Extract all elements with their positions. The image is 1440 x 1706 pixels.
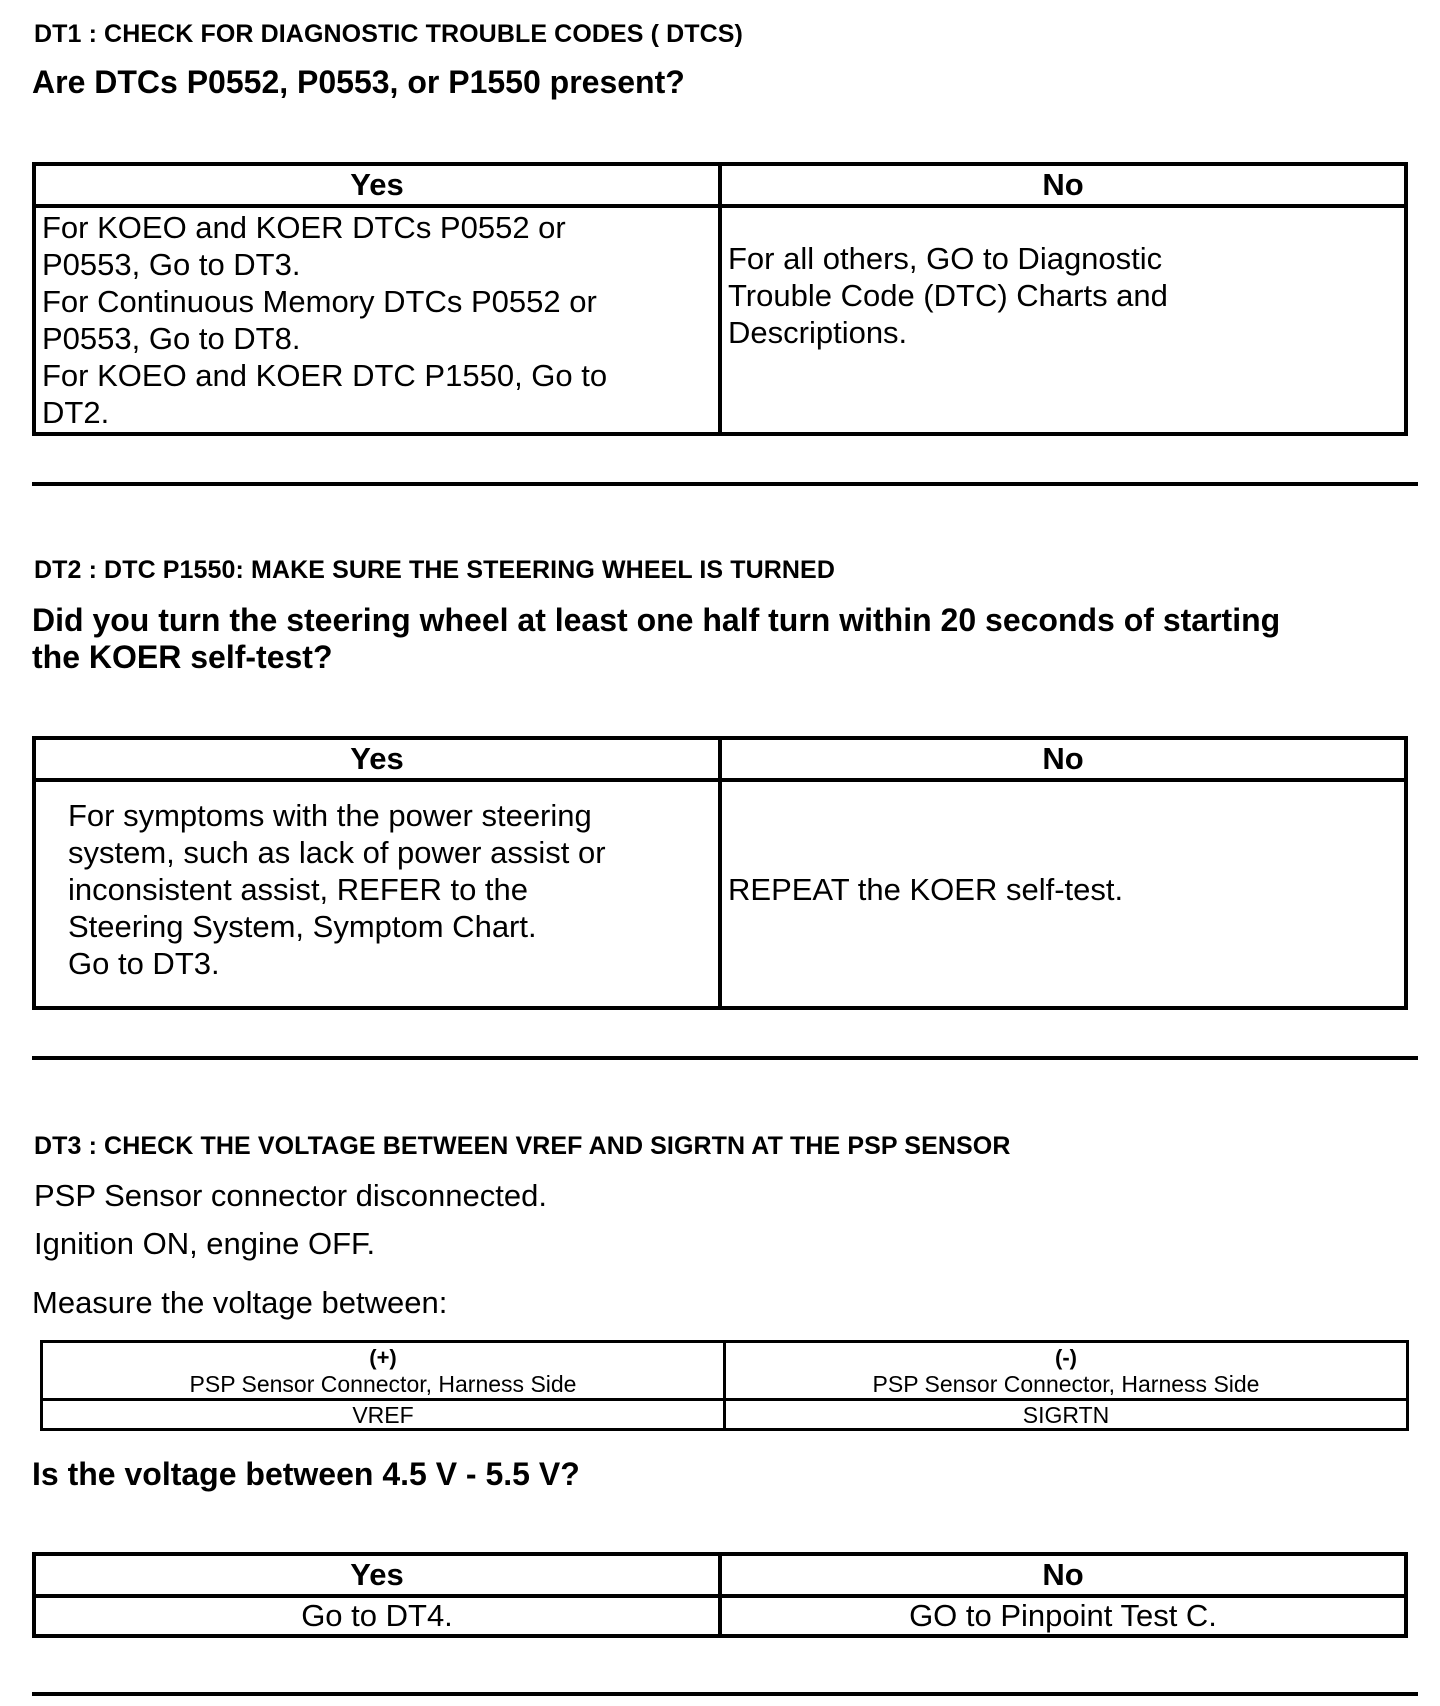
dt1-no-cell	[720, 206, 1406, 434]
dt1-question: Are DTCs P0552, P0553, or P1550 present?	[32, 64, 685, 100]
dt2-yes-line: inconsistent assist, REFER to the	[68, 871, 529, 907]
dt1-yes-cell	[34, 206, 720, 434]
dt2-no-cell: REPEAT the KOER self-test.	[720, 780, 1406, 1008]
dt3-no-cell: GO to Pinpoint Test C.	[720, 1596, 1406, 1636]
section-divider	[32, 482, 1418, 486]
meas-positive-sign: (+)	[369, 1344, 397, 1370]
dt1-yes-line: DT2.	[42, 395, 110, 430]
meas-negative-value: SIGRTN	[725, 1400, 1408, 1430]
meas-positive-value: VREF	[42, 1400, 725, 1430]
dt1-no-line: Trouble Code (DTC) Charts and	[728, 277, 1168, 313]
dt3-title: DT3 : CHECK THE VOLTAGE BETWEEN VREF AND SIGRTN AT THE PSP SENSOR	[34, 1132, 1011, 1160]
dt2-yes-line: system, such as lack of power assist or	[68, 834, 606, 870]
meas-positive-header	[42, 1342, 725, 1400]
meas-negative-sign: (-)	[1055, 1344, 1077, 1370]
dt2-no-header: No	[720, 738, 1406, 780]
dt1-yes-line: For Continuous Memory DTCs P0552 or	[42, 284, 597, 319]
dt3-instruction-connector: PSP Sensor connector disconnected.	[34, 1178, 547, 1213]
dt3-result-table	[32, 1552, 1408, 1638]
dt1-yes-header: Yes	[34, 164, 720, 206]
dt2-yes-line: Go to DT3.	[68, 945, 220, 981]
dt1-no-line: Descriptions.	[728, 314, 908, 350]
section-divider	[32, 1692, 1418, 1696]
dt2-yes-cell	[34, 780, 720, 1008]
dt1-no-header: No	[720, 164, 1406, 206]
dt3-question: Is the voltage between 4.5 V - 5.5 V?	[32, 1456, 580, 1492]
dt2-result-table	[32, 736, 1408, 1010]
dt3-yes-header: Yes	[34, 1554, 720, 1596]
dt1-no-line: For all others, GO to Diagnostic	[728, 240, 1163, 276]
meas-positive-label: PSP Sensor Connector, Harness Side	[189, 1370, 577, 1397]
dt1-yes-line: For KOEO and KOER DTCs P0552 or	[42, 210, 566, 245]
dt3-instruction-ignition: Ignition ON, engine OFF.	[34, 1226, 376, 1261]
dt2-title: DT2 : DTC P1550: MAKE SURE THE STEERING WHEEL IS TURNED	[34, 556, 835, 584]
dt1-title: DT1 : CHECK FOR DIAGNOSTIC TROUBLE CODES ( DTCS)	[34, 20, 743, 48]
dt2-question-line: the KOER self-test?	[32, 639, 333, 675]
dt1-yes-line: P0553, Go to DT8.	[42, 321, 301, 356]
dt3-no-header: No	[720, 1554, 1406, 1596]
dt1-result-table	[32, 162, 1408, 436]
meas-negative-header	[725, 1342, 1408, 1400]
dt2-question	[32, 602, 1280, 676]
meas-negative-label: PSP Sensor Connector, Harness Side	[872, 1370, 1260, 1397]
dt2-yes-line: For symptoms with the power steering	[68, 797, 592, 833]
dt1-yes-line: For KOEO and KOER DTC P1550, Go to	[42, 358, 608, 393]
dt3-measurement-table	[40, 1340, 1409, 1431]
dt1-yes-line: P0553, Go to DT3.	[42, 247, 301, 282]
dt2-question-line: Did you turn the steering wheel at least one half turn within 20 seconds of starting	[32, 602, 1281, 638]
dt3-instruction-measure: Measure the voltage between:	[32, 1285, 448, 1320]
dt3-yes-cell: Go to DT4.	[34, 1596, 720, 1636]
dt2-yes-header: Yes	[34, 738, 720, 780]
dt2-yes-line: Steering System, Symptom Chart.	[68, 908, 537, 944]
section-divider	[32, 1056, 1418, 1060]
